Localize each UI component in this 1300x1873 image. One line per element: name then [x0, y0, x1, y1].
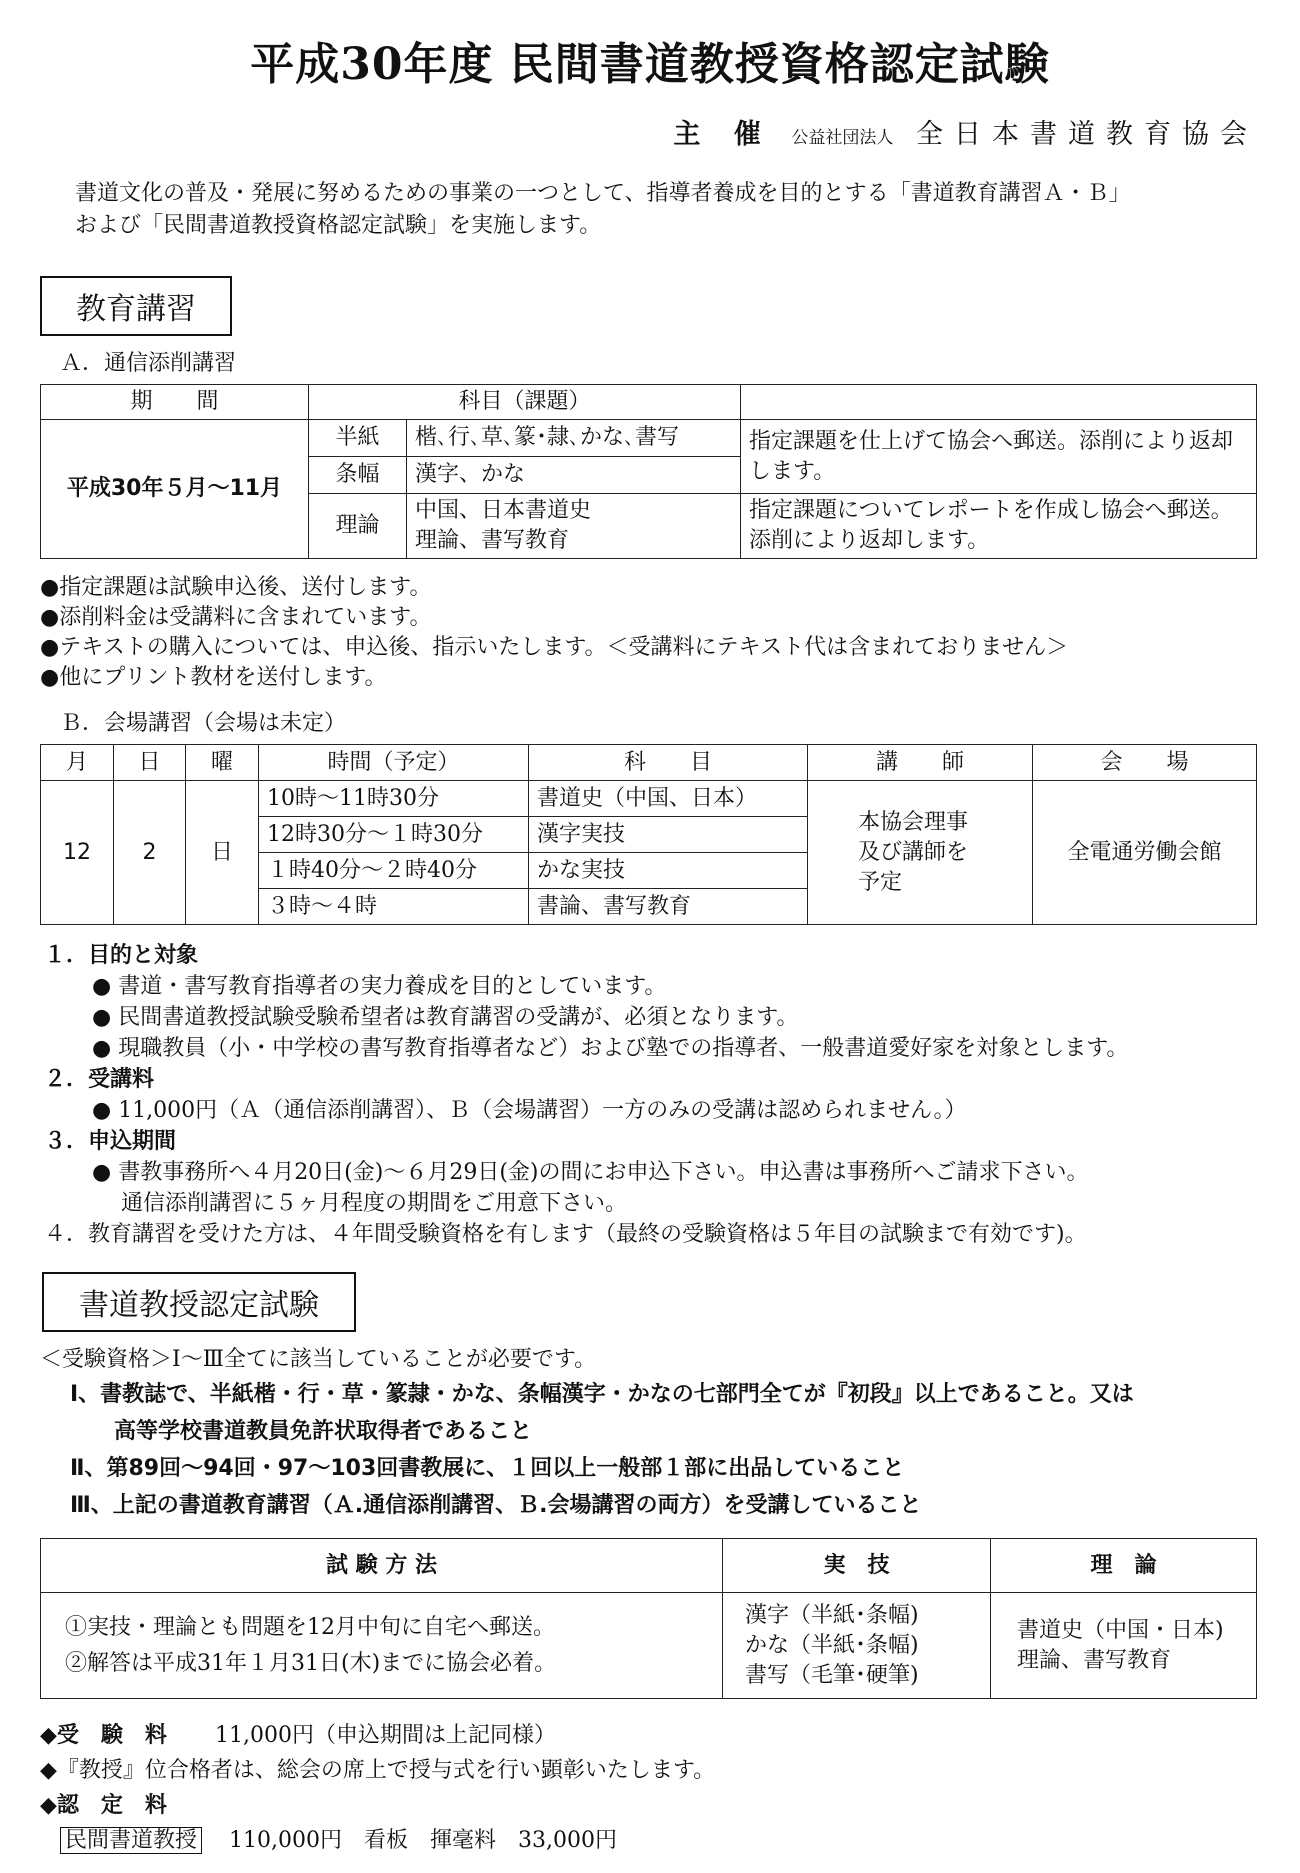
organizer-line [673, 112, 1258, 151]
subject-cell: 書道史（中国、日本） [529, 781, 808, 817]
subject-category: 条幅 [309, 457, 407, 494]
time-cell: 10時～11時30分 [259, 781, 529, 817]
subject-items: 中国、日本書道史 理論、書写教育 [407, 494, 741, 559]
notes-list [40, 573, 1068, 693]
method-line: ①実技・理論とも問題を12月中旬に自宅へ郵送。 [65, 1614, 555, 1640]
period-cell: 平成30年５月～11月 [41, 420, 309, 559]
subject-cell: 書論、書写教育 [529, 889, 808, 925]
item-title: ３．申込期間 [44, 1129, 177, 1154]
table-header: 講 師 [808, 745, 1033, 781]
organizer-corp-type: 公益社団法人 [791, 128, 894, 148]
list-item: ● 現職教員（小・中学校の書写教育指導者など）および塾での指導者、一般書道愛好家を対象とします。 [92, 1036, 1129, 1061]
intro-text [75, 178, 1255, 242]
intro-line: 書道文化の普及・発展に努めるための事業の一つとして、指導者養成を目的とする「書道教育講習Ａ・Ｂ」 [75, 181, 1131, 206]
subsection-title-b: Ｂ．会場講習（会場は未定） [60, 711, 347, 736]
eligibility-intro: ＜受験資格＞Ⅰ～Ⅲ全てに該当していることが必要です。 [40, 1347, 597, 1372]
time-cell: ３時～４時 [259, 889, 529, 925]
list-item: ●他にプリント教材を送付します。 [40, 665, 387, 690]
method-cell [41, 1593, 723, 1699]
note-cell: 指定課題についてレポートを作成し協会へ郵送。添削により返却します。 [741, 494, 1257, 559]
list-item: ● 書教事務所へ４月20日(金)～６月29日(金)の間にお申込下さい。申込書は事務所へご請求下さい。 [92, 1160, 1089, 1185]
table-header: 期 間 [41, 385, 309, 420]
requirement-item: Ⅱ、第89回～94回・97～103回書教展に、１回以上一般部１部に出品していること [70, 1456, 905, 1481]
cert-fee-label: ◆認 定 料 [40, 1793, 167, 1818]
award-note: ◆『教授』位合格者は、総会の席上で授与式を行い顕彰いたします。 [40, 1758, 716, 1783]
cert-tag: 民間書道教授 [60, 1827, 202, 1854]
fees-section [40, 1718, 715, 1858]
organizer-label: 主 催 [673, 119, 773, 150]
list-item: ● 書道・書写教育指導者の実力養成を目的としています。 [92, 974, 667, 999]
subject-cell: かな実技 [529, 853, 808, 889]
exam-fee-value: 11,000円（申込期間は上記同様） [215, 1723, 556, 1748]
table-header: 曜 [186, 745, 259, 781]
time-cell: 12時30分～１時30分 [259, 817, 529, 853]
table-header: 月 [41, 745, 114, 781]
day-cell: 2 [114, 781, 186, 925]
practical-line: 漢字（半紙･条幅) [745, 1602, 919, 1628]
list-item: 通信添削講習に５ヶ月程度の期間をご用意下さい。 [92, 1191, 627, 1216]
subject-items: 楷､行､草､篆･隷､かな､書写 [407, 420, 741, 457]
weekday-cell: 日 [186, 781, 259, 925]
subject-category: 理論 [309, 494, 407, 559]
exam-fee-label: ◆受 験 料 [40, 1723, 167, 1748]
subject-cell: 漢字実技 [529, 817, 808, 853]
method-line: ②解答は平成31年１月31日(木)までに協会必着。 [65, 1650, 557, 1676]
table-header: 科 目 [529, 745, 808, 781]
note-cell: 指定課題を仕上げて協会へ郵送。添削により返却します。 [741, 420, 1257, 494]
theory-line: 理論、書写教育 [1017, 1647, 1172, 1673]
table-header: 日 [114, 745, 186, 781]
subsection-title-a: Ａ．通信添削講習 [60, 351, 237, 376]
table-header: 理 論 [991, 1539, 1257, 1593]
lecturer-cell: 本協会理事 及び講師を 予定 [808, 781, 1033, 925]
section-heading-education: 教育講習 [40, 276, 232, 336]
practical-line: かな（半紙･条幅) [745, 1632, 919, 1658]
practical-cell [723, 1593, 991, 1699]
table-header: 実 技 [723, 1539, 991, 1593]
section-heading-exam: 書道教授認定試験 [42, 1272, 356, 1332]
table-header: 試 験 方 法 [41, 1539, 723, 1593]
venue-cell: 全電通労働会館 [1033, 781, 1257, 925]
table-header: 科目（課題） [309, 385, 741, 420]
requirement-item: 高等学校書道教員免許状取得者であること [70, 1419, 533, 1444]
table-header: 会 場 [1033, 745, 1257, 781]
intro-line: および「民間書道教授資格認定試験」を実施します。 [75, 213, 602, 238]
page-title: 平成30年度 民間書道教授資格認定試験 [250, 39, 1050, 90]
month-cell: 12 [41, 781, 114, 925]
theory-line: 書道史（中国・日本) [1017, 1617, 1224, 1643]
requirement-item: Ⅰ、書教誌で、半紙楷・行・草・篆隷・かな、条幅漢字・かなの七部門全てが『初段』以上であること。又は [70, 1382, 1134, 1407]
cert-fee-row [40, 1823, 715, 1858]
list-item: ● 民間書道教授試験受験希望者は教育講習の受講が、必須となります。 [92, 1005, 799, 1030]
item-title: ２．受講料 [44, 1067, 155, 1092]
practical-line: 書写（毛筆･硬筆) [745, 1662, 919, 1688]
time-cell: １時40分～２時40分 [259, 853, 529, 889]
theory-cell [991, 1593, 1257, 1699]
table-header: 時間（予定） [259, 745, 529, 781]
requirement-item: Ⅲ、上記の書道教育講習（Ａ.通信添削講習、Ｂ.会場講習の両方）を受講していること [70, 1493, 922, 1518]
venue-lecture-table [40, 744, 1257, 925]
list-item: ●添削料金は受講料に含まれています。 [40, 605, 432, 630]
requirements-list [70, 1376, 1134, 1524]
subject-category: 半紙 [309, 420, 407, 457]
education-details [44, 940, 1128, 1250]
exam-fee-row [40, 1718, 715, 1753]
correspondence-table [40, 384, 1257, 559]
subject-items: 漢字、かな [407, 457, 741, 494]
table-header [741, 385, 1257, 420]
list-item: ●指定課題は試験申込後、送付します。 [40, 575, 432, 600]
organizer-name: 全日本書道教育協会 [916, 119, 1258, 150]
list-item: ● 11,000円（Ａ（通信添削講習）、Ｂ（会場講習）一方のみの受講は認められません。） [92, 1098, 967, 1123]
cert-fee-value: 110,000円 看板 揮毫料 33,000円 [229, 1828, 617, 1853]
list-item: ●テキストの購入については、申込後、指示いたします。＜受講料にテキスト代は含まれておりません＞ [40, 635, 1069, 660]
exam-method-table [40, 1538, 1257, 1699]
item-note: ４．教育講習を受けた方は、４年間受験資格を有します（最終の受験資格は５年目の試験まで有効です)。 [44, 1222, 1087, 1247]
item-title: １．目的と対象 [44, 943, 199, 968]
